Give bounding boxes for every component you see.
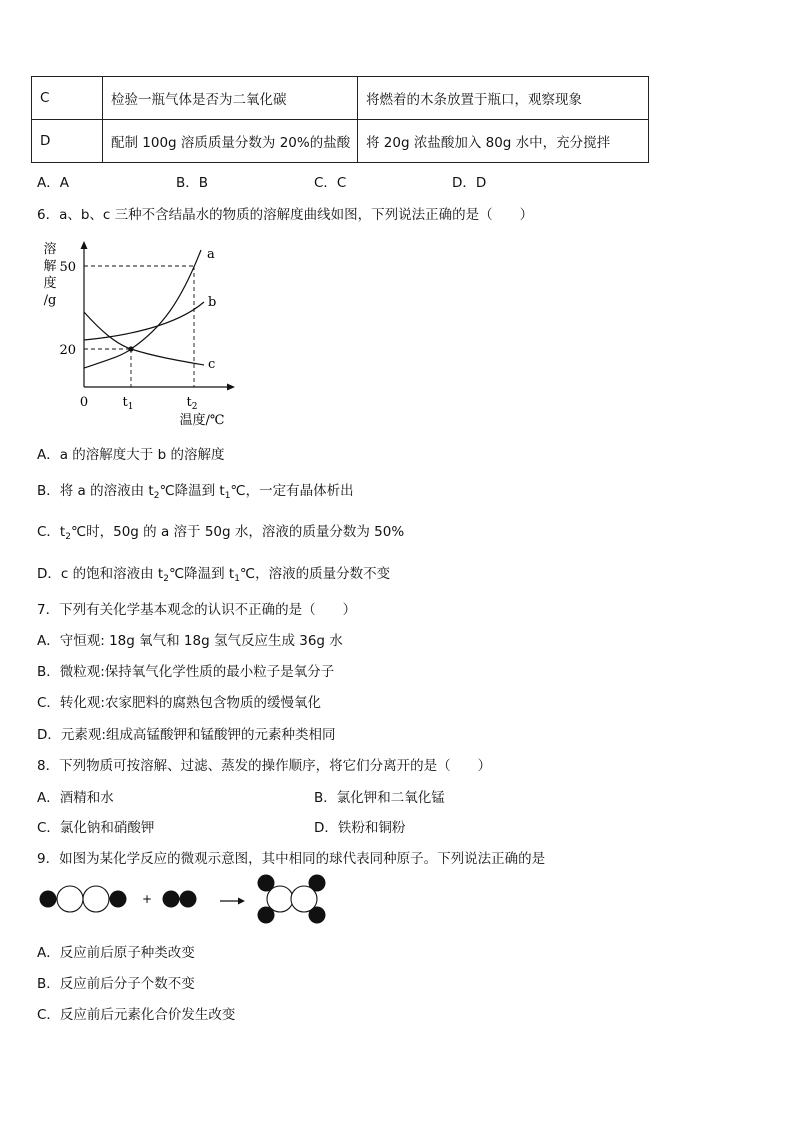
y-label-char: 度 bbox=[43, 276, 57, 291]
q8-stem: 8．下列物质可按溶解、过滤、蒸发的操作顺序，将它们分离开的是（ ） bbox=[37, 758, 492, 774]
y-label-char: 溶 bbox=[43, 242, 57, 257]
origin-label: 0 bbox=[79, 395, 89, 410]
text-part: ℃降温到 t bbox=[159, 483, 225, 499]
q5-choice-b[interactable]: B．B bbox=[176, 175, 209, 191]
q7-option-d[interactable]: D．元素观:组成高锰酸钾和锰酸钾的元素种类相同 bbox=[37, 727, 336, 743]
x-tick-sub: 1 bbox=[127, 402, 134, 412]
subscript: 1 bbox=[224, 491, 231, 501]
reactant-molecule-2 bbox=[163, 891, 197, 908]
subscript: 2 bbox=[163, 574, 169, 584]
q6-stem: 6．a、b、c 三种不含结晶水的物质的溶解度曲线如图，下列说法正确的是（ ） bbox=[37, 207, 534, 223]
subscript: 2 bbox=[153, 491, 160, 501]
x-axis-arrow-icon bbox=[227, 384, 235, 391]
y-label-char: /g bbox=[43, 293, 57, 308]
q6-option-b[interactable] bbox=[37, 479, 354, 501]
q8-option-c[interactable]: C．氯化钠和硝酸钾 bbox=[37, 820, 155, 836]
table-cell-method: 将燃着的木条放置于瓶口，观察现象 bbox=[358, 77, 649, 120]
q5-choice-a[interactable]: A．A bbox=[37, 175, 69, 191]
intersection-point bbox=[128, 346, 133, 351]
text-part: ℃，溶液的质量分数不变 bbox=[239, 566, 391, 582]
text-part: ℃降温到 t bbox=[168, 566, 235, 582]
q7-option-c[interactable]: C．转化观:农家肥料的腐熟包含物质的缓慢氧化 bbox=[37, 695, 321, 711]
subscript: 2 bbox=[65, 532, 71, 542]
reaction-diagram bbox=[30, 870, 340, 928]
y-axis-arrow-icon bbox=[81, 241, 88, 249]
series-label-c: c bbox=[208, 357, 216, 372]
reactant-molecule-1 bbox=[40, 886, 127, 912]
subscript: 1 bbox=[234, 574, 240, 584]
curve-a bbox=[84, 250, 201, 368]
table-cell-label: C bbox=[32, 77, 103, 120]
plus-sign: + bbox=[141, 892, 153, 906]
q5-choice-c[interactable]: C．C bbox=[314, 175, 347, 191]
table-cell-experiment: 配制 100g 溶质质量分数为 20%的盐酸 bbox=[103, 120, 358, 163]
options-table bbox=[31, 76, 649, 163]
product-molecule bbox=[258, 875, 326, 924]
q8-option-d[interactable]: D．铁粉和铜粉 bbox=[314, 820, 406, 836]
x-axis-label: 温度/℃ bbox=[179, 413, 225, 428]
text-part: C．t bbox=[37, 524, 66, 540]
series-label-a: a bbox=[207, 247, 215, 262]
text-part: ℃时，50g 的 a 溶于 50g 水，溶液的质量分数为 50% bbox=[70, 524, 405, 540]
solubility-chart bbox=[36, 236, 246, 432]
q7-option-b[interactable]: B．微粒观:保持氧气化学性质的最小粒子是氧分子 bbox=[37, 664, 335, 680]
x-tick-main: t bbox=[122, 395, 128, 410]
x-tick-label bbox=[187, 395, 198, 412]
text-part: D．c 的饱和溶液由 t bbox=[37, 566, 164, 582]
x-tick-sub: 2 bbox=[191, 402, 198, 412]
y-label-char: 解 bbox=[43, 259, 57, 274]
table-cell-label: D bbox=[32, 120, 103, 163]
q6-option-c[interactable] bbox=[37, 520, 404, 542]
x-tick-label bbox=[123, 395, 134, 412]
text-part: ℃，一定有晶体析出 bbox=[230, 483, 354, 499]
q6-option-d[interactable] bbox=[37, 562, 390, 584]
text-part: B．将 a 的溶液由 t bbox=[37, 483, 154, 499]
y-tick-label: 20 bbox=[59, 343, 76, 358]
table-cell-method: 将 20g 浓盐酸加入 80g 水中，充分搅拌 bbox=[358, 120, 649, 163]
arrow-head-icon bbox=[238, 898, 245, 905]
q7-option-a[interactable]: A．守恒观: 18g 氧气和 18g 氢气反应生成 36g 水 bbox=[37, 633, 343, 649]
q9-option-b[interactable]: B．反应前后分子个数不变 bbox=[37, 976, 195, 992]
series-label-b: b bbox=[208, 295, 217, 310]
curve-b bbox=[84, 302, 204, 340]
q9-option-a[interactable]: A．反应前后原子种类改变 bbox=[37, 945, 195, 961]
q7-stem: 7．下列有关化学基本观念的认识不正确的是（ ） bbox=[37, 602, 357, 618]
table-cell-experiment: 检验一瓶气体是否为二氧化碳 bbox=[103, 77, 358, 120]
table-row bbox=[32, 120, 649, 163]
q9-stem: 9．如图为某化学反应的微观示意图，其中相同的球代表同种原子。下列说法正确的是 bbox=[37, 851, 546, 867]
q8-option-b[interactable]: B．氯化钾和二氧化锰 bbox=[314, 790, 445, 806]
q6-option-a[interactable]: A．a 的溶解度大于 b 的溶解度 bbox=[37, 447, 225, 463]
q8-option-a[interactable]: A．酒精和水 bbox=[37, 790, 114, 806]
y-tick-label: 50 bbox=[59, 260, 76, 275]
q9-option-c[interactable]: C．反应前后元素化合价发生改变 bbox=[37, 1007, 236, 1023]
table-row bbox=[32, 77, 649, 120]
x-tick-main: t bbox=[186, 395, 192, 410]
q5-choice-d[interactable]: D．D bbox=[452, 175, 487, 191]
